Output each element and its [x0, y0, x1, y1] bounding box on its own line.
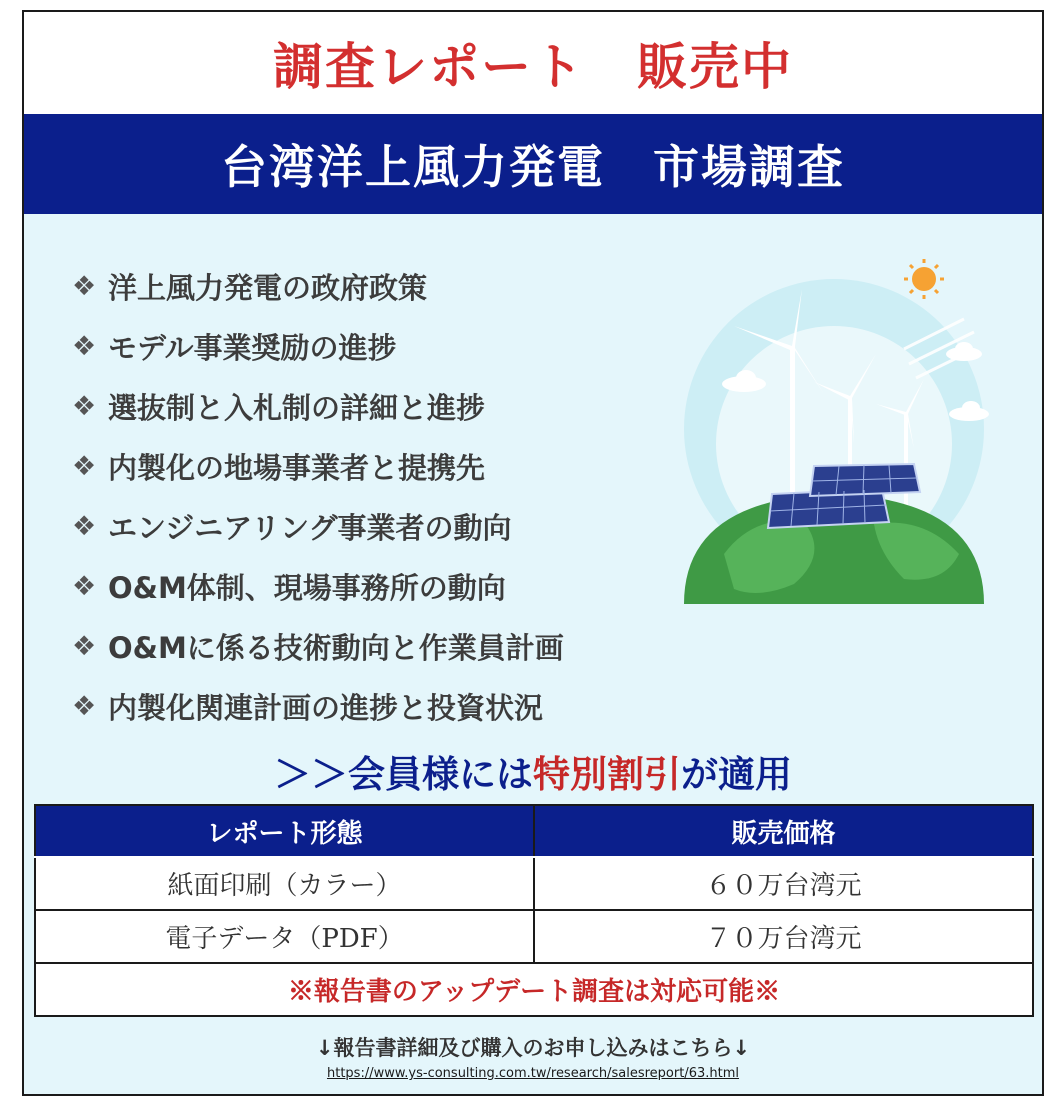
list-item-label: O&Mに係る技術動向と作業員計画 [108, 630, 564, 665]
order-link[interactable]: https://www.ys-consulting.com.tw/research/salesreport/63.html [326, 1066, 739, 1081]
list-item-label: 選抜制と入札制の詳細と進捗 [108, 390, 486, 425]
list-item [72, 376, 564, 436]
discount-prefix: ＞＞会員様には [274, 752, 533, 796]
diamond-bullet-icon: ❖ [72, 510, 97, 542]
table-note-row [35, 963, 1033, 1016]
report-banner: 台湾洋上風力発電 市場調査 [24, 114, 1042, 214]
discount-suffix: が適用 [681, 752, 792, 796]
list-item [72, 556, 564, 616]
list-item [72, 256, 564, 316]
list-item [72, 436, 564, 496]
diamond-bullet-icon: ❖ [72, 330, 97, 362]
diamond-bullet-icon: ❖ [72, 570, 97, 602]
list-item-label: エンジニアリング事業者の動向 [108, 510, 512, 545]
diamond-bullet-icon: ❖ [72, 390, 97, 422]
list-item-label: 内製化関連計画の進捗と投資状況 [108, 690, 544, 725]
price-table [34, 804, 1034, 1017]
price-cell: ７０万台湾元 [534, 910, 1033, 963]
table-header-row [35, 805, 1033, 857]
column-header-price: 販売価格 [534, 805, 1033, 857]
wind-solar-globe-illustration [664, 254, 1024, 604]
list-item [72, 616, 564, 676]
topic-list [72, 256, 564, 736]
sun-icon [904, 259, 944, 299]
format-cell: 紙面印刷（カラー） [35, 857, 534, 910]
list-item-label: モデル事業奨励の進捗 [108, 330, 397, 365]
diamond-bullet-icon: ❖ [72, 630, 97, 662]
diamond-bullet-icon: ❖ [72, 270, 97, 302]
page-title: 調査レポート 販売中 [273, 38, 793, 96]
flyer [22, 10, 1044, 1096]
list-item-label: O&M体制、現場事務所の動向 [108, 570, 506, 605]
column-header-format: レポート形態 [35, 805, 534, 857]
price-cell: ６０万台湾元 [534, 857, 1033, 910]
update-survey-note: ※報告書のアップデート調査は対応可能※ [35, 963, 1033, 1016]
table-row [35, 857, 1033, 910]
list-item [72, 496, 564, 556]
discount-highlight: 特別割引 [533, 752, 681, 796]
list-item-label: 内製化の地場事業者と提携先 [108, 450, 486, 485]
diamond-bullet-icon: ❖ [72, 690, 97, 722]
format-cell: 電子データ（PDF） [35, 910, 534, 963]
list-item [72, 676, 564, 736]
order-instructions: ↓報告書詳細及び購入のお申し込みはこちら↓ [315, 1036, 751, 1060]
content-area [24, 214, 1042, 1096]
table-row [35, 910, 1033, 963]
diamond-bullet-icon: ❖ [72, 450, 97, 482]
member-discount-notice [24, 744, 1042, 798]
list-item-label: 洋上風力発電の政府政策 [108, 270, 428, 305]
list-item [72, 316, 564, 376]
